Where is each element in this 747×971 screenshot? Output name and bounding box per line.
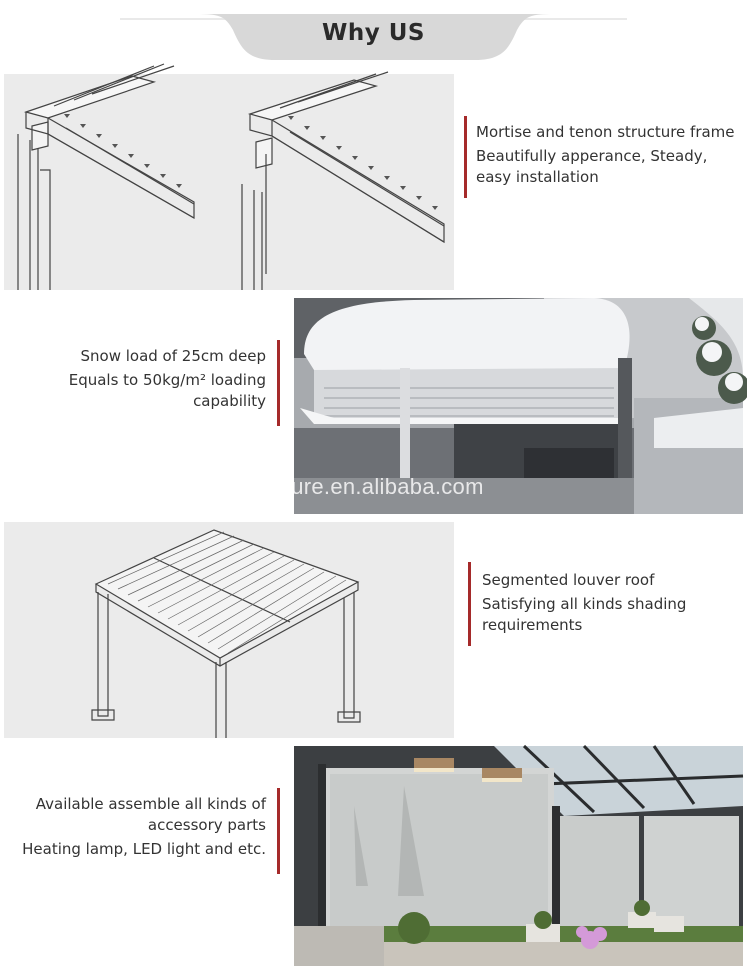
feature-text-louver xyxy=(482,570,742,636)
segmented-louver-illustration xyxy=(4,522,454,738)
feature-heading: accessory parts xyxy=(147,816,266,834)
accent-bar xyxy=(468,562,471,646)
feature-text-snow xyxy=(0,346,266,412)
accent-bar xyxy=(277,340,280,426)
frame-structure-drawing xyxy=(4,74,454,290)
feature-heading: Snow load of 25cm deep xyxy=(80,347,266,365)
accessory-photo xyxy=(294,746,743,966)
feature-text-frame xyxy=(476,122,746,188)
feature-heading: Available assemble all kinds of xyxy=(35,795,266,813)
feature-text-accessory xyxy=(0,794,266,860)
feature-detail: easy installation xyxy=(476,168,599,186)
feature-detail: Heating lamp, LED light and etc. xyxy=(22,840,266,858)
feature-detail: requirements xyxy=(482,616,583,634)
feature-heading: Segmented louver roof xyxy=(482,571,655,589)
accent-bar xyxy=(464,116,467,198)
feature-detail: Beautifully apperance, Steady, xyxy=(476,147,708,165)
pergola-accessories-image xyxy=(294,746,743,966)
accent-bar xyxy=(277,788,280,874)
section-header xyxy=(0,0,747,70)
page-title: Why US xyxy=(322,20,425,46)
feature-detail: Satisfying all kinds shading xyxy=(482,595,687,613)
louver-roof-drawing xyxy=(4,522,454,738)
feature-heading: Mortise and tenon structure frame xyxy=(476,123,735,141)
feature-detail: Equals to 50kg/m² loading xyxy=(68,371,266,389)
feature-detail: capability xyxy=(193,392,266,410)
watermark: lanature.en.alibaba.com xyxy=(242,474,484,499)
mortise-tenon-illustration xyxy=(4,74,454,290)
snow-load-photo xyxy=(242,298,743,514)
